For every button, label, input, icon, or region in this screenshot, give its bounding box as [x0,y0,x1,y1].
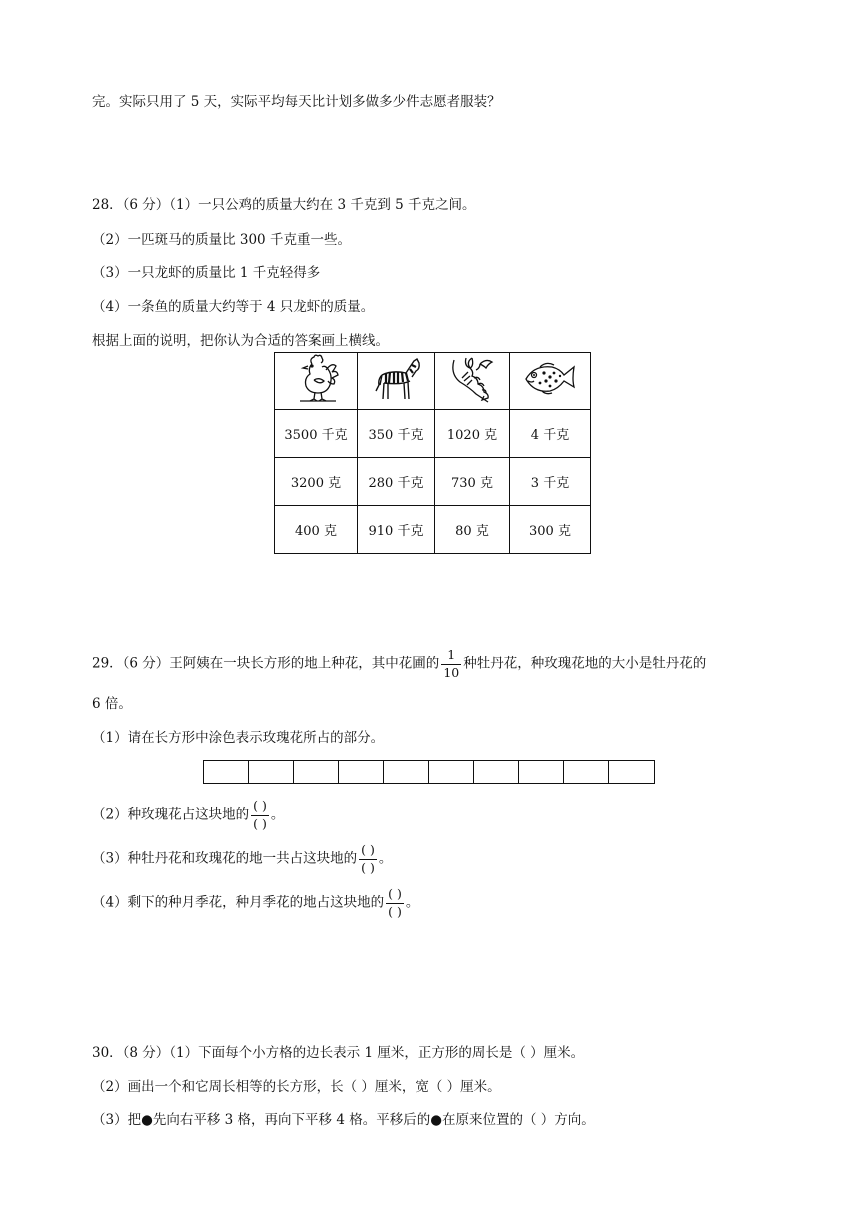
answer-fraction-blank[interactable] [251,800,269,830]
rooster-cell [275,353,358,410]
fish-cell [510,353,591,410]
blank-numerator: ( ) [359,844,377,860]
table-cell[interactable]: 910 千克 [358,506,435,554]
q28-statement-2: （2）一匹斑马的质量比 300 千克重一些。 [92,232,351,248]
grid-cell[interactable] [204,761,249,783]
q29-head-after: 种牡丹花，种玫瑰花地的大小是牡丹花的 [463,655,707,672]
q29-head [92,649,706,679]
q30-head: 30．（8 分）（1）下面每个小方格的边长表示 1 厘米，正方形的周长是（ ）厘米。 [92,1045,585,1061]
lobster-icon [446,354,498,404]
grid-cell[interactable] [384,761,429,783]
q29-head-line2: 6 倍。 [92,696,132,712]
table-row [275,506,591,554]
rooster-icon [290,354,342,404]
q28-head: 28．（6 分）（1）一只公鸡的质量大约在 3 千克到 5 千克之间。 [92,197,476,213]
table-cell[interactable]: 280 千克 [358,458,435,506]
q29-statement-3 [92,844,392,874]
table-cell[interactable]: 300 克 [510,506,591,554]
q29-statement-4-text: （4）剩下的种月季花，种月季花的地占这块地的 [92,894,385,911]
grid-cell[interactable] [564,761,609,783]
q29-statement-4 [92,888,419,918]
q28-instruction: 根据上面的说明，把你认为合适的答案画上横线。 [92,333,389,349]
q30-statement-2: （2）画出一个和它周长相等的长方形，长（ ）厘米，宽（ ）厘米。 [92,1079,501,1095]
grid-cell[interactable] [339,761,384,783]
blank-denominator: ( ) [361,859,375,875]
blank-denominator: ( ) [388,903,402,919]
table-cell[interactable]: 730 克 [435,458,510,506]
q27-tail: 完。实际只用了 5 天，实际平均每天比计划多做多少件志愿者服装？ [92,94,501,110]
table-cell[interactable]: 80 克 [435,506,510,554]
grid-cell[interactable] [519,761,564,783]
table-row [275,410,591,458]
fraction-denominator: 10 [443,664,460,680]
grid-cell[interactable] [429,761,474,783]
blank-numerator: ( ) [386,888,404,904]
zebra-icon [370,355,422,403]
period: 。 [405,894,420,911]
period: 。 [270,806,285,823]
table-cell[interactable]: 1020 克 [435,410,510,458]
table-cell[interactable]: 3500 千克 [275,410,358,458]
table-cell[interactable]: 4 千克 [510,410,591,458]
period: 。 [378,850,393,867]
q29-statement-2-text: （2）种玫瑰花占这块地的 [92,806,250,823]
blank-numerator: ( ) [251,800,269,816]
q29-statement-1: （1）请在长方形中涂色表示玫瑰花所占的部分。 [92,730,385,746]
blank-denominator: ( ) [253,815,267,831]
grid-cell[interactable] [249,761,294,783]
fraction-one-tenth [441,649,461,679]
table-row [275,458,591,506]
q29-head-before: 29．（6 分）王阿姨在一块长方形的地上种花，其中花圃的 [92,655,440,672]
weight-table [274,352,591,554]
q29-statement-3-text: （3）种牡丹花和玫瑰花的地一共占这块地的 [92,850,358,867]
q29-statement-2 [92,800,284,830]
table-cell[interactable]: 3 千克 [510,458,591,506]
shading-rectangle[interactable] [203,760,655,784]
q28-statement-3: （3）一只龙虾的质量比 1 千克轻得多 [92,265,321,281]
answer-fraction-blank[interactable] [386,888,404,918]
lobster-cell [435,353,510,410]
grid-cell[interactable] [609,761,654,783]
grid-cell[interactable] [474,761,519,783]
q30-statement-3: （3）把●先向右平移 3 格，再向下平移 4 格。平移后的●在原来位置的（ ）方向。 [92,1112,595,1128]
fraction-numerator: 1 [441,649,461,665]
fish-icon [520,359,580,399]
table-cell[interactable]: 3200 克 [275,458,358,506]
table-cell[interactable]: 350 千克 [358,410,435,458]
answer-fraction-blank[interactable] [359,844,377,874]
q28-statement-4: （4）一条鱼的质量大约等于 4 只龙虾的质量。 [92,299,375,315]
grid-cell[interactable] [294,761,339,783]
zebra-cell [358,353,435,410]
animal-row [275,353,591,410]
table-cell[interactable]: 400 克 [275,506,358,554]
